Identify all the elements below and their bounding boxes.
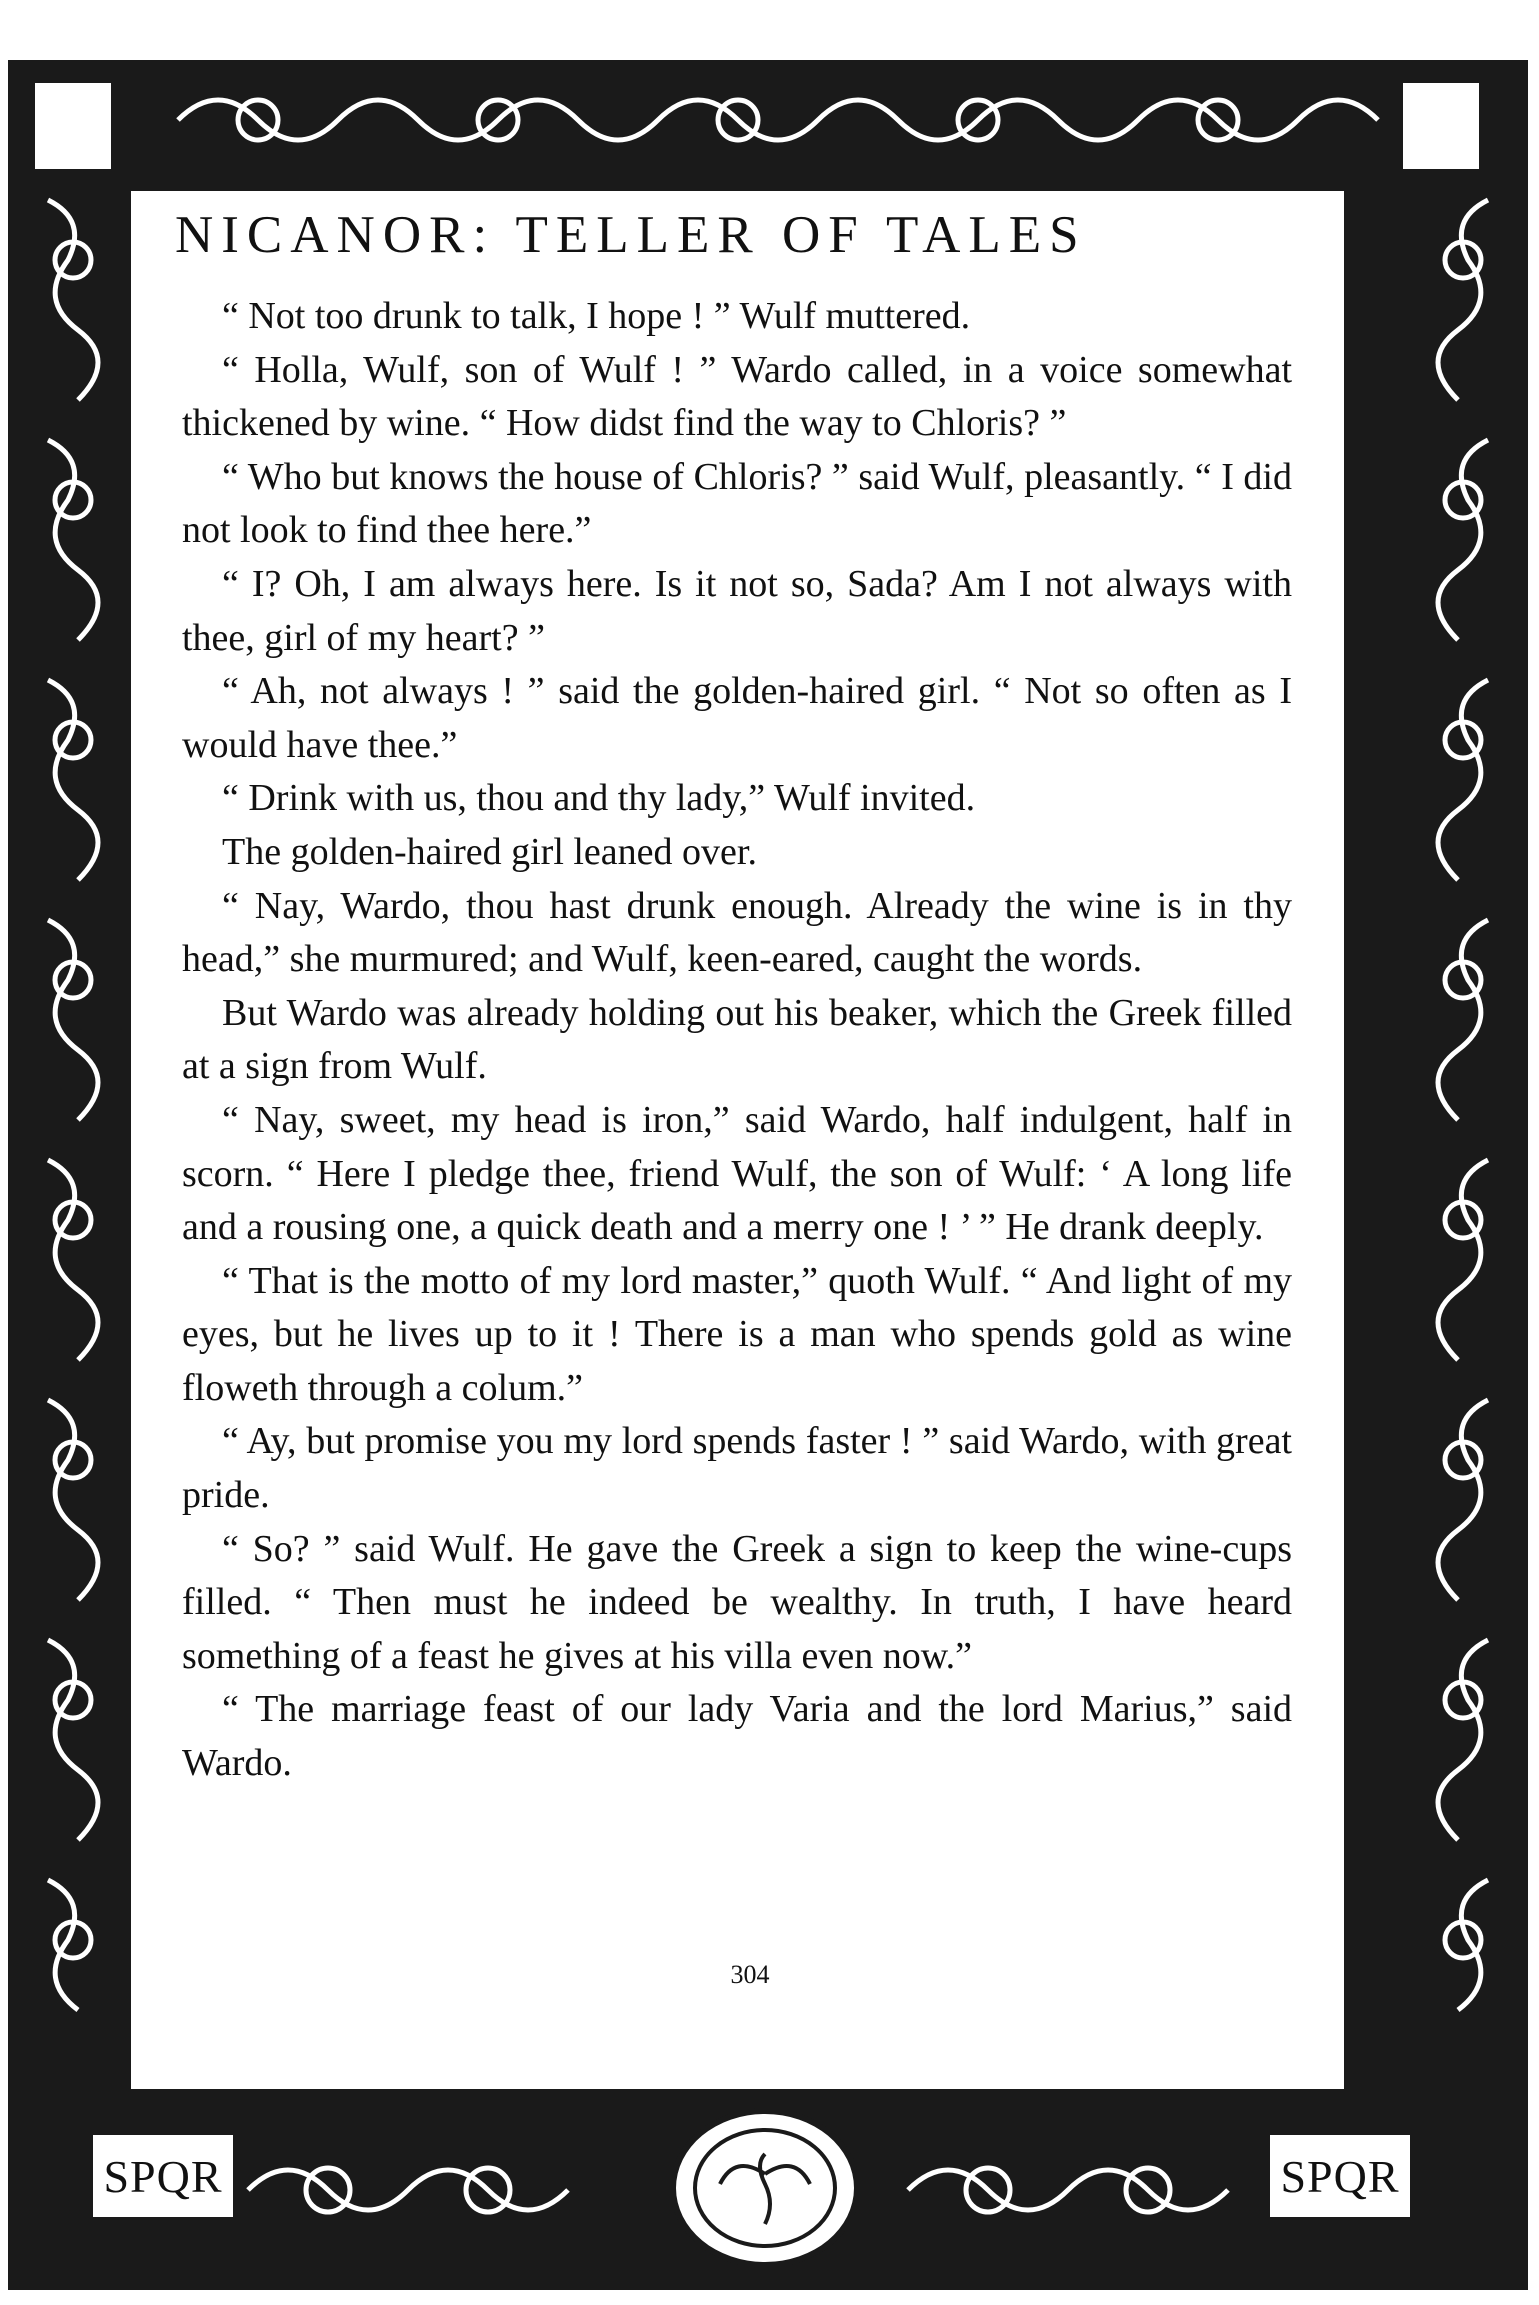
- paragraph: “ That is the motto of my lord master,” quoth Wulf. “ And light of my eyes, but he lives up to it ! There is a man who spends gold as wine floweth through a colum.”: [182, 1259, 1292, 1409]
- paragraph: “ So? ” said Wulf. He gave the Greek a sign to keep the wine-cups filled. “ Then must he indeed be wealthy. In truth, I have heard something of a feast he gives at his villa even now.”: [182, 1527, 1292, 1677]
- corner-rosette-top-right: [1398, 78, 1484, 174]
- paragraph: “ Not too drunk to talk, I hope ! ” Wulf muttered.: [222, 295, 971, 337]
- paragraph: “ Ah, not always ! ” said the golden-haired girl. “ Not so often as I would have thee.”: [182, 670, 1292, 766]
- paragraph: “ Holla, Wulf, son of Wulf ! ” Wardo called, in a voice somewhat thickened by wine. “ How didst find the way to Chloris? ”: [182, 348, 1292, 445]
- paragraph: “ Who but knows the house of Chloris? ” said Wulf, pleasantly. “ I did not look to find thee here.”: [182, 455, 1292, 552]
- spqr-plaque-left: SPQR: [88, 2130, 238, 2222]
- paragraph: “ Nay, sweet, my head is iron,” said Wardo, half indulgent, half in scorn. “ Here I pledge thee, friend Wulf, the son of Wulf: ‘ A long life and a rousing one, a quick death and a merry one ! ’ ” He drank deeply.: [182, 1098, 1292, 1249]
- eagle-icon: [676, 2114, 854, 2262]
- page-number: 304: [730, 1960, 770, 1989]
- paragraph: “ Nay, Wardo, thou hast drunk enough. Already the wine is in thy head,” she murmured; and Wulf, keen-eared, caught the words.: [182, 884, 1292, 981]
- paragraph: The golden-haired girl leaned over.: [222, 830, 757, 873]
- body-text: [182, 290, 1292, 1791]
- paragraph: “ Drink with us, thou and thy lady,” Wulf invited.: [222, 777, 976, 820]
- paragraph: “ The marriage feast of our lady Varia and the lord Marius,” said Wardo.: [182, 1688, 1292, 1785]
- eagle-medallion: [670, 2108, 860, 2268]
- paragraph: But Wardo was already holding out his beaker, which the Greek filled at a sign from Wulf.: [182, 991, 1292, 1088]
- paragraph: “ Ay, but promise you my lord spends faster ! ” said Wardo, with great pride.: [182, 1420, 1292, 1517]
- paragraph: “ I? Oh, I am always here. Is it not so, Sada? Am I not always with thee, girl of my heart? ”: [182, 562, 1292, 659]
- corner-rosette-top-left: [30, 78, 116, 174]
- spqr-plaque-right: SPQR: [1265, 2130, 1415, 2222]
- running-title: NICANOR: TELLER OF TALES: [175, 206, 1087, 264]
